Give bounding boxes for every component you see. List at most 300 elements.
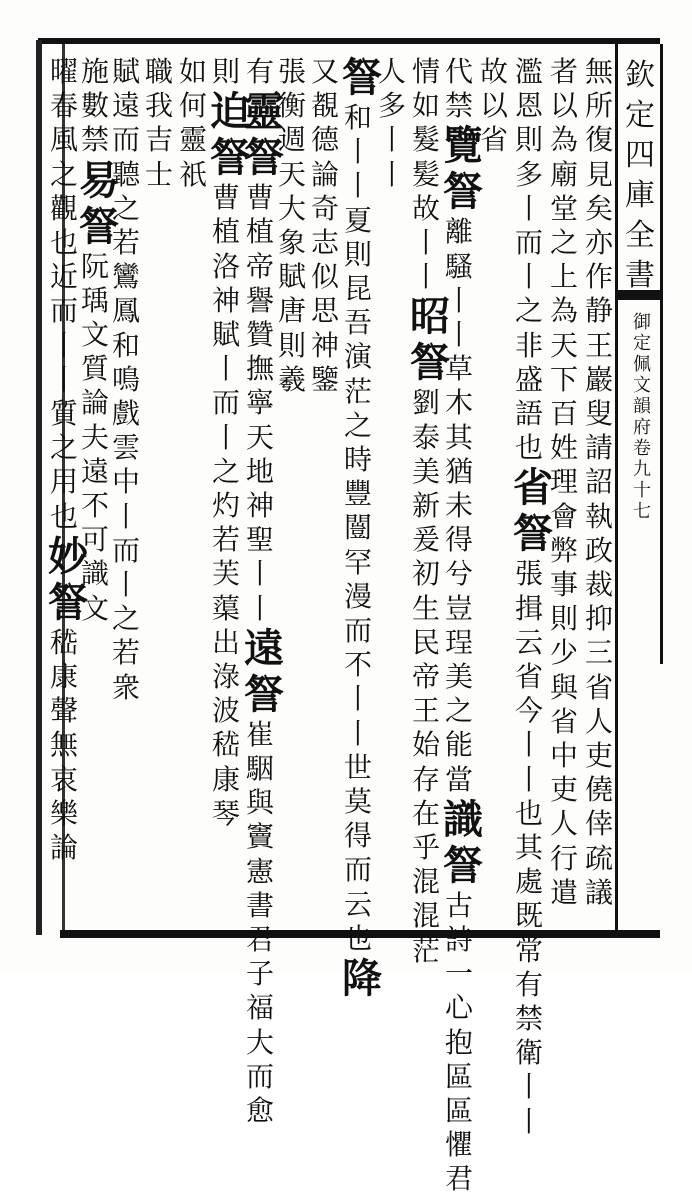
text-column — [177, 55, 209, 192]
text-char: 闓 — [343, 511, 372, 545]
text-char: 神 — [211, 283, 240, 317]
text-char: 在 — [411, 796, 440, 830]
title-char: 庫 — [625, 178, 655, 213]
title-char: 書 — [625, 258, 655, 293]
text-char: 區 — [444, 1094, 473, 1128]
title-char: 全 — [625, 218, 655, 253]
text-char: 髮 — [411, 123, 440, 157]
text-char: 子 — [245, 957, 274, 991]
text-char: 倖 — [584, 807, 613, 841]
text-char: 恩 — [514, 89, 543, 123]
text-char: 丨 — [245, 557, 274, 591]
text-column — [48, 55, 88, 865]
text-char: 演 — [343, 340, 372, 374]
text-char: 丨 — [377, 123, 406, 157]
text-char: 若 — [111, 226, 140, 260]
frame-left-border — [36, 40, 42, 935]
text-char: 駰 — [245, 752, 274, 786]
text-char: 丨 — [343, 135, 372, 169]
text-char: 兮 — [444, 557, 473, 591]
text-char: 大 — [277, 191, 306, 225]
text-char: 百 — [549, 397, 578, 431]
text-char: 中 — [111, 465, 140, 499]
text-char: 僥 — [584, 773, 613, 807]
text-char: 詩 — [444, 923, 473, 957]
title-char: 定 — [625, 98, 655, 133]
text-char: 丨 — [111, 499, 140, 533]
text-char: 混 — [411, 865, 440, 899]
text-char: 吾 — [343, 306, 372, 340]
text-column — [210, 55, 250, 831]
text-char: 植 — [245, 215, 274, 249]
text-char: 曹 — [245, 181, 274, 215]
text-char: 職 — [144, 55, 173, 88]
text-char: 新 — [411, 489, 440, 523]
text-char: 始 — [411, 728, 440, 762]
text-char: 近 — [49, 260, 78, 294]
text-char: 見 — [584, 157, 613, 191]
text-char: 丨 — [377, 157, 406, 191]
text-char: 少 — [549, 636, 578, 670]
text-char: 而 — [111, 123, 140, 157]
text-char: 混 — [411, 899, 440, 933]
text-char: 也 — [514, 796, 543, 830]
text-char: 而 — [245, 1059, 274, 1093]
text-char: 美 — [411, 454, 440, 488]
text-char: 數 — [80, 89, 109, 123]
text-char: 靈 — [178, 123, 207, 157]
headword-char: 識 — [443, 795, 483, 843]
text-column — [244, 55, 284, 1128]
text-char: 丨 — [343, 716, 372, 750]
text-char: 嵇 — [49, 625, 78, 659]
text-char: 丨 — [444, 283, 473, 317]
text-char: 常 — [514, 933, 543, 967]
text-char: 王 — [584, 328, 613, 362]
text-char: 會 — [549, 499, 578, 533]
text-char: 以 — [479, 89, 508, 123]
title-char: 欽 — [625, 58, 655, 93]
text-char: 請 — [584, 431, 613, 465]
text-char: 吏 — [549, 773, 578, 807]
text-char: 而 — [514, 226, 543, 260]
text-char: 覩 — [310, 89, 339, 123]
text-char: 丨 — [211, 420, 240, 454]
text-char: 為 — [549, 294, 578, 328]
text-char: 象 — [277, 226, 306, 260]
text-char: 懼 — [444, 1128, 473, 1162]
text-char: 丨 — [411, 260, 440, 294]
headword-char: 詧 — [244, 670, 284, 718]
text-char: 之 — [49, 157, 78, 191]
text-char: 羲 — [277, 362, 306, 396]
text-char: 無 — [49, 728, 78, 762]
text-char: 又 — [310, 55, 339, 88]
text-char: 聖 — [245, 523, 274, 557]
text-char: 故 — [411, 191, 440, 225]
text-char: 可 — [80, 523, 109, 557]
text-char: 政 — [584, 533, 613, 567]
text-char: 初 — [411, 557, 440, 591]
text-char: 丨 — [49, 362, 78, 396]
section-note-char: 文 — [633, 375, 651, 396]
text-char: 之 — [514, 294, 543, 328]
text-char: 天 — [245, 420, 274, 454]
section-note-char: 九 — [633, 459, 651, 480]
text-column — [443, 55, 483, 1197]
headword-char: 靈 — [244, 88, 284, 136]
text-char: 之 — [111, 602, 140, 636]
text-char: 之 — [49, 431, 78, 465]
text-char: 質 — [80, 352, 109, 386]
text-char: 疏 — [584, 841, 613, 875]
text-char: 存 — [411, 762, 440, 796]
text-char: 無 — [584, 55, 613, 88]
text-char: 中 — [549, 739, 578, 773]
text-char: 上 — [549, 260, 578, 294]
text-char: 多 — [377, 89, 406, 123]
text-char: 吉 — [144, 123, 173, 157]
text-char: 與 — [549, 670, 578, 704]
headword-char: 遠 — [244, 624, 284, 672]
headword-char: 迫 — [210, 88, 250, 136]
text-char: 云 — [514, 625, 543, 659]
text-char: 代 — [444, 55, 473, 88]
text-char: 禁 — [80, 123, 109, 157]
section-note-char: 府 — [633, 417, 651, 438]
text-char: 書 — [245, 888, 274, 922]
text-char: 巖 — [584, 362, 613, 396]
headword-char: 省 — [513, 464, 553, 512]
text-char: 寧 — [245, 386, 274, 420]
text-char: 贊 — [245, 318, 274, 352]
text-char: 者 — [549, 55, 578, 88]
text-char: 鳴 — [111, 362, 140, 396]
text-char: 張 — [514, 557, 543, 591]
text-char: 波 — [211, 694, 240, 728]
text-char: 猶 — [444, 454, 473, 488]
text-char: 今 — [514, 694, 543, 728]
text-char: 則 — [211, 55, 240, 88]
text-char: 矣 — [584, 191, 613, 225]
text-char: 聲 — [49, 694, 78, 728]
text-char: 茫 — [411, 933, 440, 967]
text-column — [410, 55, 450, 968]
headword-char: 詧 — [210, 134, 250, 182]
text-char: 似 — [310, 260, 339, 294]
frame-top-border — [38, 38, 660, 44]
text-char: 非 — [514, 328, 543, 362]
text-char: 芙 — [211, 557, 240, 591]
section-note-char: 御 — [633, 312, 651, 333]
text-char: 質 — [49, 397, 78, 431]
text-char: 週 — [277, 123, 306, 157]
text-char: 復 — [584, 123, 613, 157]
text-char: 丨 — [514, 1070, 543, 1104]
text-char: 遠 — [111, 89, 140, 123]
text-char: 我 — [144, 89, 173, 123]
text-char: 夏 — [343, 203, 372, 237]
text-char: 論 — [310, 157, 339, 191]
text-char: 區 — [444, 1059, 473, 1093]
headword-char: 詧 — [443, 841, 483, 889]
text-char: 木 — [444, 386, 473, 420]
text-char: 之 — [444, 694, 473, 728]
text-char: 神 — [245, 489, 274, 523]
text-char: 譽 — [245, 283, 274, 317]
text-char: 樂 — [49, 796, 78, 830]
text-char: 濫 — [514, 55, 543, 88]
text-char: 吏 — [584, 739, 613, 773]
text-char: 有 — [245, 55, 274, 88]
text-column — [110, 55, 142, 705]
text-char: 盛 — [514, 362, 543, 396]
book-title — [622, 56, 658, 296]
text-char: 抑 — [584, 602, 613, 636]
text-char: 衛 — [514, 1036, 543, 1070]
text-char: 丨 — [514, 762, 543, 796]
text-char: 蕖 — [211, 591, 240, 625]
text-char: 憲 — [245, 854, 274, 888]
section-note-char: 七 — [633, 501, 651, 522]
text-char: 古 — [444, 888, 473, 922]
text-char: 春 — [49, 89, 78, 123]
text-char: 之 — [343, 408, 372, 442]
headword-char: 昭 — [410, 293, 450, 341]
text-char: 哀 — [49, 762, 78, 796]
text-char: 美 — [444, 660, 473, 694]
text-char: 丨 — [343, 682, 372, 716]
text-char: 為 — [549, 123, 578, 157]
text-char: 民 — [411, 625, 440, 659]
text-char: 得 — [444, 523, 473, 557]
text-char: 省 — [514, 660, 543, 694]
text-char: 鑒 — [310, 362, 339, 396]
headword-char: 易 — [79, 156, 119, 204]
headword-char: 妙 — [48, 532, 88, 580]
text-char: 丨 — [514, 260, 543, 294]
text-char: 省 — [479, 123, 508, 157]
text-char: 執 — [584, 499, 613, 533]
text-char: 丨 — [245, 591, 274, 625]
text-char: 省 — [549, 704, 578, 738]
text-char: 唐 — [277, 294, 306, 328]
text-char: 語 — [514, 397, 543, 431]
text-char: 崔 — [245, 717, 274, 751]
text-char: 雲 — [111, 431, 140, 465]
text-char: 淥 — [211, 660, 240, 694]
text-char: 天 — [277, 157, 306, 191]
text-char: 行 — [549, 841, 578, 875]
headword-char: 詧 — [410, 339, 450, 387]
text-char: 而 — [211, 386, 240, 420]
text-char: 若 — [211, 523, 240, 557]
text-char: 琴 — [211, 796, 240, 830]
text-char: 罕 — [343, 545, 372, 579]
text-char: 所 — [584, 89, 613, 123]
text-char: 出 — [211, 625, 240, 659]
text-char: 云 — [343, 887, 372, 921]
text-char: 志 — [310, 226, 339, 260]
text-char: 灼 — [211, 489, 240, 523]
text-column — [342, 54, 382, 1003]
text-char: 遠 — [80, 454, 109, 488]
headword-char: 詧 — [342, 54, 382, 101]
text-char: 離 — [444, 215, 473, 249]
text-char: 施 — [80, 55, 109, 88]
text-char: 如 — [178, 55, 207, 88]
headword-char: 詧 — [79, 202, 119, 250]
text-char: 廟 — [549, 157, 578, 191]
text-char: 裁 — [584, 568, 613, 602]
text-char: 不 — [80, 489, 109, 523]
section-note-char: 佩 — [633, 354, 651, 375]
text-char: 抱 — [444, 1025, 473, 1059]
section-note-char: 卷 — [633, 438, 651, 459]
text-char: 以 — [549, 89, 578, 123]
text-char: 康 — [211, 762, 240, 796]
text-char: 和 — [343, 101, 372, 134]
page-spine-outer-line — [660, 44, 663, 664]
text-char: 若 — [111, 636, 140, 670]
text-char: 遣 — [549, 875, 578, 909]
section-note — [628, 312, 656, 522]
text-char: 德 — [310, 123, 339, 157]
text-char: 而 — [343, 853, 372, 887]
text-char: 而 — [111, 533, 140, 567]
section-note-char: 韻 — [633, 396, 651, 417]
text-char: 如 — [411, 89, 440, 123]
text-char: 則 — [514, 123, 543, 157]
text-char: 多 — [514, 157, 543, 191]
headword-char: 詧 — [513, 510, 553, 558]
section-note-char: 定 — [633, 333, 651, 354]
text-char: 撫 — [245, 352, 274, 386]
text-char: 福 — [245, 991, 274, 1025]
text-char: 爰 — [411, 523, 440, 557]
text-char: 理 — [549, 465, 578, 499]
text-char: 堂 — [549, 191, 578, 225]
text-char: 人 — [584, 704, 613, 738]
text-char: 世 — [343, 750, 372, 784]
text-char: 叟 — [584, 397, 613, 431]
text-char: 曜 — [49, 55, 78, 88]
text-char: 阮 — [80, 249, 109, 283]
text-char: 姓 — [549, 431, 578, 465]
text-char: 豈 — [444, 591, 473, 625]
text-char: 識 — [80, 557, 109, 591]
text-char: 衡 — [277, 89, 306, 123]
text-char: 用 — [49, 465, 78, 499]
text-char: 草 — [444, 352, 473, 386]
text-char: 昆 — [343, 272, 372, 306]
text-char: 事 — [549, 568, 578, 602]
page-spine-line — [615, 44, 618, 934]
text-char: 也 — [343, 921, 372, 955]
text-char: 神 — [310, 328, 339, 362]
text-char: 則 — [343, 237, 372, 271]
text-char: 静 — [584, 294, 613, 328]
text-char: 丨 — [514, 191, 543, 225]
text-char: 和 — [111, 328, 140, 362]
text-char: 賦 — [277, 260, 306, 294]
text-char: 而 — [49, 294, 78, 328]
text-char: 瑀 — [80, 283, 109, 317]
text-char: 省 — [584, 670, 613, 704]
text-char: 賦 — [111, 55, 140, 88]
text-char: 作 — [584, 260, 613, 294]
text-char: 風 — [49, 123, 78, 157]
text-char: 帝 — [411, 660, 440, 694]
text-char: 有 — [514, 967, 543, 1001]
text-char: 弊 — [549, 533, 578, 567]
headword-char: 降 — [342, 955, 382, 1003]
text-char: 則 — [277, 328, 306, 362]
text-char: 得 — [343, 819, 372, 853]
text-char: 豐 — [343, 477, 372, 511]
headword-char: 詧 — [244, 134, 284, 182]
text-char: 劉 — [411, 386, 440, 420]
text-char: 嵇 — [211, 728, 240, 762]
section-note-char: 十 — [633, 480, 651, 501]
text-char: 則 — [549, 602, 578, 636]
text-char: 君 — [245, 923, 274, 957]
text-column — [583, 55, 615, 910]
text-char: 不 — [343, 648, 372, 682]
text-char: 士 — [144, 157, 173, 191]
text-char: 莫 — [343, 785, 372, 819]
text-column — [513, 55, 553, 1139]
headword-char: 覽 — [443, 122, 483, 170]
text-char: 亦 — [584, 226, 613, 260]
text-char: 之 — [549, 226, 578, 260]
text-char: 髪 — [411, 157, 440, 191]
text-char: 丨 — [514, 1104, 543, 1138]
text-char: 竇 — [245, 820, 274, 854]
text-char: 文 — [80, 318, 109, 352]
text-char: 乎 — [411, 831, 440, 865]
headword-char: 詧 — [443, 168, 483, 216]
text-char: 洛 — [211, 249, 240, 283]
text-char: 也 — [49, 226, 78, 260]
text-char: 之 — [211, 454, 240, 488]
text-char: 人 — [377, 55, 406, 88]
text-char: 曹 — [211, 181, 240, 215]
text-char: 揖 — [514, 591, 543, 625]
text-char: 何 — [178, 89, 207, 123]
text-char: 也 — [49, 499, 78, 533]
text-char: 戲 — [111, 397, 140, 431]
text-char: 奇 — [310, 191, 339, 225]
text-char: 詔 — [584, 465, 613, 499]
text-char: 大 — [245, 1025, 274, 1059]
text-char: 漫 — [343, 579, 372, 613]
text-char: 君 — [444, 1162, 473, 1196]
text-char: 既 — [514, 899, 543, 933]
text-char: 植 — [211, 215, 240, 249]
text-char: 而 — [343, 614, 372, 648]
text-char: 生 — [411, 591, 440, 625]
text-char: 聽 — [111, 157, 140, 191]
text-char: 丨 — [49, 328, 78, 362]
text-char: 能 — [444, 728, 473, 762]
text-char: 茫 — [343, 374, 372, 408]
headword-char: 詧 — [48, 578, 88, 626]
text-column — [309, 55, 341, 397]
text-char: 禁 — [514, 1002, 543, 1036]
text-char: 之 — [111, 191, 140, 225]
text-char: 祇 — [178, 157, 207, 191]
